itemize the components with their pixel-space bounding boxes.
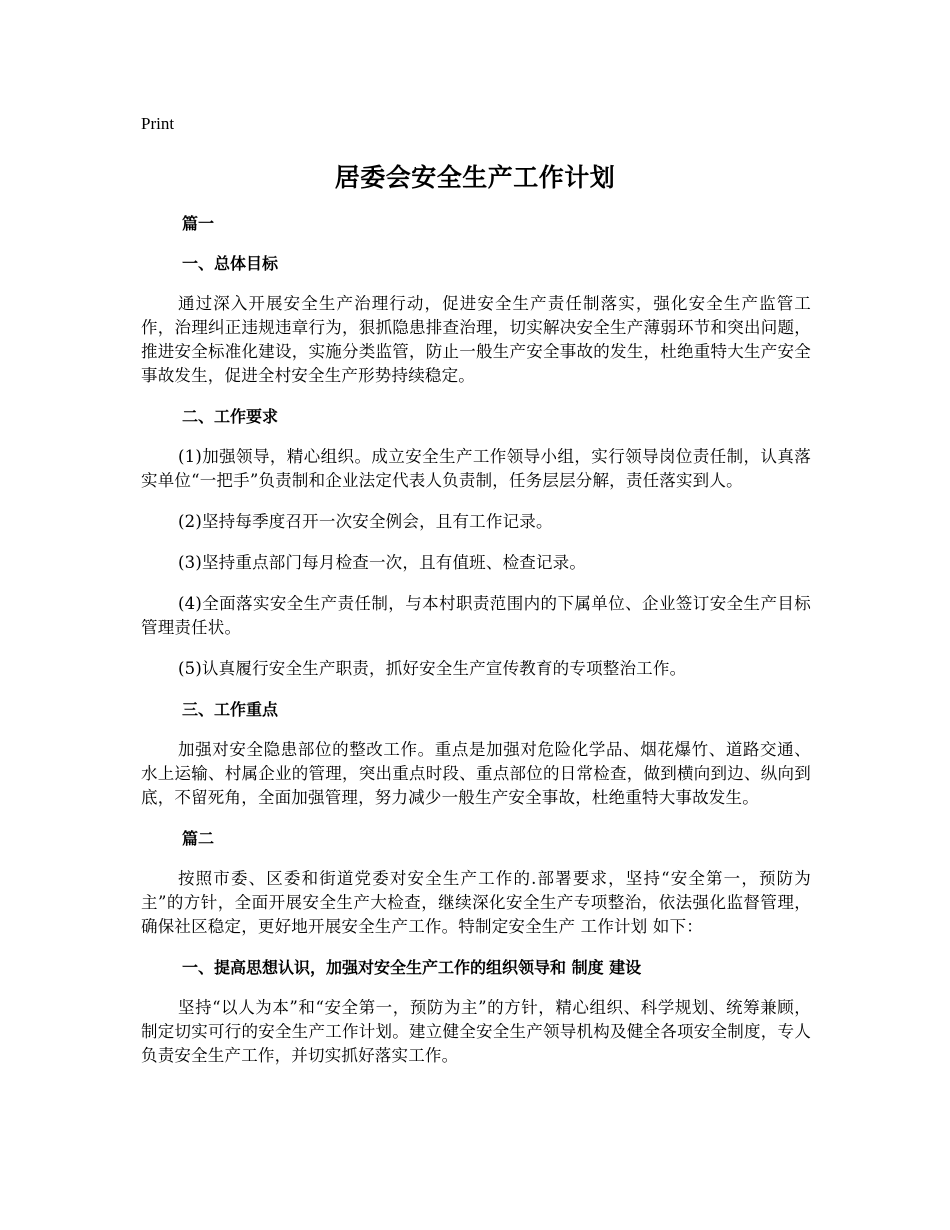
paragraph-raise-awareness: 坚持“以人为本”和“安全第一，预防为主”的方针，精心组织、科学规划、统筹兼顾，制定切实可行的安全生产工作计划。建立健全安全生产领导机构及健全各项安全制度，专人负责安全生产工作，并切实抓好落实工作。 — [141, 998, 811, 1065]
requirement-item-3: (3)坚持重点部门每月检查一次，且有值班、检查记录。 — [178, 553, 587, 572]
paragraph-part-two-intro: 按照市委、区委和街道党委对安全生产工作的.部署要求，坚持“安全第一，预防为主”的方针，全面开展安全生产大检查，继续深化安全生产专项整治，依法强化监督管理，确保社区稳定，更好地开展安全生产工作。特制定安全生产 工作计划 如下： — [141, 869, 811, 936]
requirement-item-4: (4)全面落实安全生产责任制，与本村职责范围内的下属单位、企业签订安全生产目标管理责任状。 — [141, 594, 811, 637]
part-two-label: 篇二 — [182, 829, 215, 848]
print-label: Print — [141, 114, 175, 133]
part-one-label: 篇一 — [182, 214, 215, 233]
requirement-item-5: (5)认真履行安全生产职责，抓好安全生产宣传教育的专项整治工作。 — [178, 659, 687, 678]
document-title: 居委会安全生产工作计划 — [334, 163, 616, 192]
section-heading-overall-goal: 一、总体目标 — [182, 254, 279, 273]
paragraph-overall-goal: 通过深入开展安全生产治理行动，促进安全生产责任制落实，强化安全生产监管工作，治理纠正违规违章行为，狠抓隐患排查治理，切实解决安全生产薄弱环节和突出问题，推进安全标准化建设，实施分类监管，防止一般生产安全事故的发生，杜绝重特大生产安全事故发生，促进全村安全生产形势持续稳定。 — [141, 294, 811, 385]
requirement-item-2: (2)坚持每季度召开一次安全例会，且有工作记录。 — [178, 512, 553, 531]
document-body — [141, 212, 811, 1085]
section-heading-work-focus: 三、工作重点 — [182, 700, 279, 719]
paragraph-work-focus: 加强对安全隐患部位的整改工作。重点是加强对危险化学品、烟花爆竹、道路交通、水上运输、村属企业的管理，突出重点时段、重点部位的日常检查，做到横向到边、纵向到底，不留死角，全面加强管理，努力减少一般生产安全事故，杜绝重特大事故发生。 — [141, 740, 811, 807]
section-heading-work-requirements: 二、工作要求 — [182, 407, 279, 426]
requirement-item-1: (1)加强领导，精心组织。成立安全生产工作领导小组，实行领导岗位责任制，认真落实单位“一把手”负责制和企业法定代表人负责制，任务层层分解，责任落实到人。 — [141, 447, 811, 490]
section-heading-raise-awareness: 一、提高思想认识，加强对安全生产工作的组织领导和 制度 建设 — [182, 958, 642, 977]
